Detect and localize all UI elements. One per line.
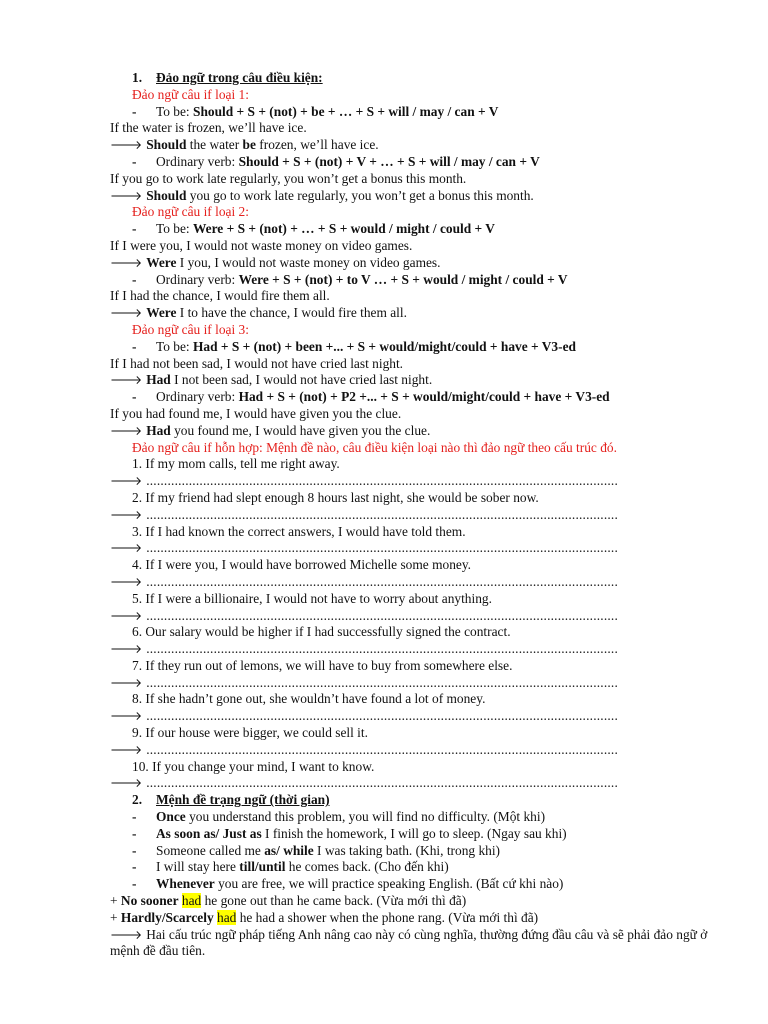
closing-note [110,927,710,961]
answer-dots: ..................................................................................................................................... [146,708,619,724]
rule-prefix: Ordinary verb: [156,389,239,405]
arrow-icon: 🡒 [110,541,143,556]
exercise-list [110,456,728,792]
bullet-dash: - [132,221,137,237]
bullet-dash: - [132,271,137,287]
example-sentence: If I were you, I would not waste money on video games. [110,237,413,253]
rule-formula: Were + S + (not) + to V … + S + would / might / could + V [238,271,568,287]
text-run: he gone out than he came back. (Vừa mới thì đã) [201,893,467,909]
text-run: you are free, we will practice speaking English. (Bất cứ khi nào) [214,876,564,892]
answer-line[interactable] [110,608,728,625]
answer-line[interactable] [110,473,728,490]
exercise-question: 5. If I were a billionaire, I would not have to worry about anything. [132,590,492,606]
bold-word: No sooner [120,893,179,909]
section-number: 1. [132,70,143,85]
bold-word: as/ while [264,842,314,858]
answer-dots: ..................................................................................................................................... [146,607,619,623]
note-text: Hai cấu trúc ngữ pháp tiếng Anh nâng cao này có cùng nghĩa, thường đứng đầu câu và sẽ phải đảo ngữ ở mệnh đề đầu tiên. [110,926,708,959]
inverted-example [110,305,728,322]
structure-hardly [110,910,728,927]
section-number: 2. [132,792,143,808]
bullet-dash: - [132,153,137,169]
example-sentence: If you go to work late regularly, you won’t get a bonus this month. [110,170,467,186]
rule-prefix: To be: [156,221,193,237]
bullet-dash: - [132,103,137,119]
example-sentence: If I had the chance, I would fire them all. [110,288,330,304]
arrow-icon: 🡒 [110,776,143,791]
inverted-example [110,423,728,440]
arrow-icon: 🡒 [110,675,143,690]
text-run: the water [186,137,243,153]
bold-word: be [242,137,256,153]
arrow-icon: 🡒 [110,306,143,321]
type3-label: Đảo ngữ câu if loại 3: [132,321,249,337]
answer-dots: ..................................................................................................................................... [146,775,619,791]
arrow-icon: 🡒 [110,742,143,757]
bold-word: Were [146,254,177,270]
type3-tobe-rule [110,339,728,356]
exercise-question: 4. If I were you, I would have borrowed Michelle some money. [132,557,472,573]
exercise-question: 6. Our salary would be higher if I had successfully signed the contract. [132,624,511,640]
text-run: I not been sad, I would not have cried last night. [170,372,433,388]
answer-dots: ..................................................................................................................................... [146,473,619,489]
exercise-question: 10. If you change your mind, I want to know. [132,758,375,774]
bullet-dash: - [132,859,137,875]
answer-dots: ..................................................................................................................................... [146,540,619,556]
exercise-question: 3. If I had known the correct answers, I would have told them. [132,523,466,539]
bold-word: Should [146,187,187,203]
section-title: Mệnh đề trạng ngữ (thời gian) [156,792,330,808]
answer-line[interactable] [110,641,728,658]
answer-line[interactable] [110,708,728,725]
arrow-icon: 🡒 [110,507,143,522]
bold-word: As soon as/ Just as [156,825,262,841]
highlighted-word: had [217,909,237,925]
text-run: I finish the homework, I will go to sleep. (Ngay sau khi) [261,825,567,841]
highlighted-word: had [181,893,202,909]
text-run: I was taking bath. (Khi, trong khi) [313,842,501,858]
answer-line[interactable] [110,742,728,759]
text-run: you understand this problem, you will find no difficulty. (Một khi) [185,809,546,825]
bullet-dash: - [132,825,137,841]
adverbial-item [110,809,728,826]
example-sentence: If you had found me, I would have given you the clue. [110,405,402,421]
exercise-question: 2. If my friend had slept enough 8 hours last night, she would be sober now. [132,489,539,505]
bold-word: Were [146,305,177,321]
answer-dots: ..................................................................................................................................... [146,674,619,690]
text-run: I will stay here [156,859,240,875]
type2-ordinary-rule [110,272,728,289]
bullet-dash: - [132,876,137,892]
bullet-dash: - [132,842,137,858]
rule-prefix: To be: [156,103,193,119]
answer-line[interactable] [110,507,728,524]
adverbial-item [110,859,728,876]
inverted-example [110,188,728,205]
exercise-question: 9. If our house were bigger, we could sell it. [132,725,368,741]
type1-label: Đảo ngữ câu if loại 1: [132,86,249,102]
type2-tobe-rule [110,221,728,238]
exercise-question: 1. If my mom calls, tell me right away. [132,456,340,472]
bold-word: Had [146,372,171,388]
bold-word: Whenever [156,876,215,892]
rule-prefix: Ordinary verb: [156,153,239,169]
arrow-icon: 🡒 [110,642,143,657]
answer-dots: ..................................................................................................................................... [146,641,619,657]
bold-word: Hardly/Scarcely [120,909,214,925]
plus-sign: + [110,893,121,909]
adverbial-item [110,876,728,893]
answer-line[interactable] [110,574,728,591]
exercise-question: 7. If they run out of lemons, we will have to buy from somewhere else. [132,657,513,673]
arrow-icon: 🡒 [110,423,143,438]
structure-no-sooner [110,893,728,910]
answer-dots: ..................................................................................................................................... [146,741,619,757]
answer-line[interactable] [110,675,728,692]
text-run: frozen, we’ll have ice. [255,137,379,153]
text-run: I you, I would not waste money on video games. [176,254,441,270]
text-run: you go to work late regularly, you won’t get a bonus this month. [186,187,534,203]
bullet-dash: - [132,809,137,825]
inverted-example [110,137,728,154]
bullet-dash: - [132,389,137,405]
arrow-icon: 🡒 [110,608,143,623]
arrow-icon: 🡒 [110,927,143,942]
type3-ordinary-rule [110,389,728,406]
exercise-question: 8. If she hadn’t gone out, she wouldn’t have found a lot of money. [132,691,486,707]
arrow-icon: 🡒 [110,574,143,589]
inverted-example [110,255,728,272]
mixed-label: Đảo ngữ câu if hỗn hợp: Mệnh đề nào, câu điều kiện loại nào thì đảo ngữ theo cấu trúc đó. [132,439,617,455]
plus-sign: + [110,909,121,925]
answer-dots: ..................................................................................................................................... [146,573,619,589]
section-title: Đảo ngữ trong câu điều kiện: [156,70,323,85]
type1-tobe-rule [110,104,728,121]
rule-formula: Should + S + (not) + V + … + S + will / may / can + V [238,153,540,169]
bold-word: Should [146,137,187,153]
section-1-heading [110,70,728,87]
arrow-icon: 🡒 [110,474,143,489]
answer-line[interactable] [110,540,728,557]
bold-word: till/until [239,859,286,875]
bold-word: Had [146,422,171,438]
rule-formula: Had + S + (not) + P2 +... + S + would/might/could + have + V3-ed [238,389,610,405]
arrow-icon: 🡒 [110,188,143,203]
arrow-icon: 🡒 [110,138,143,153]
type1-ordinary-rule [110,154,728,171]
answer-line[interactable] [110,775,728,792]
adverbial-item [110,843,728,860]
rule-prefix: To be: [156,338,193,354]
rule-prefix: Ordinary verb: [156,271,239,287]
text-run: I to have the chance, I would fire them all. [176,305,407,321]
rule-formula: Should + S + (not) + be + … + S + will / may / can + V [193,103,499,119]
text-run: he had a shower when the phone rang. (Vừa mới thì đã) [236,909,539,925]
bullet-dash: - [132,338,137,354]
text-run: you found me, I would have given you the clue. [170,422,431,438]
answer-dots: ..................................................................................................................................... [146,506,619,522]
arrow-icon: 🡒 [110,709,143,724]
type2-label: Đảo ngữ câu if loại 2: [132,204,249,220]
rule-formula: Were + S + (not) + … + S + would / might / could + V [193,221,495,237]
text-run: he comes back. (Cho đến khi) [285,859,449,875]
arrow-icon: 🡒 [110,373,143,388]
bold-word: Once [156,809,186,825]
section-2-heading [110,792,728,809]
text-run: Someone called me [156,842,265,858]
example-sentence: If I had not been sad, I would not have cried last night. [110,355,404,371]
inverted-example [110,372,728,389]
example-sentence: If the water is frozen, we’ll have ice. [110,120,307,136]
arrow-icon: 🡒 [110,255,143,270]
rule-formula: Had + S + (not) + been +... + S + would/might/could + have + V3-ed [193,338,576,354]
adverbial-item [110,826,728,843]
